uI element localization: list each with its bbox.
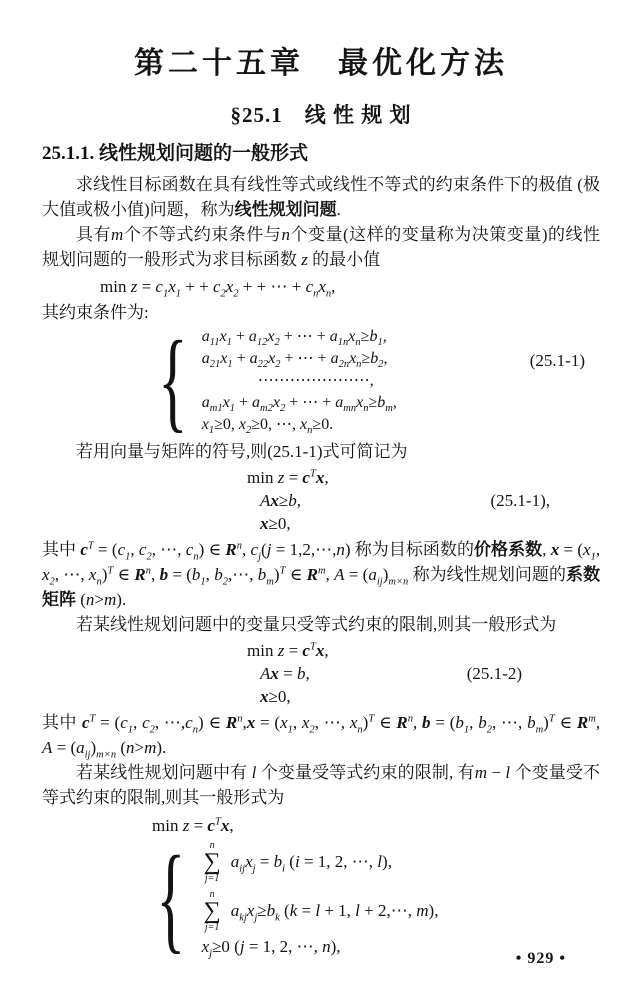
sigma-glyph: ∑	[203, 848, 221, 875]
paragraph-where-2: 其中 $c^T = (c_1$, $c_2$, $\cdots,c_n$) ∈ $R^n,x = (x_1$, $x_2$, ⋯, $x_n)^T$ ∈ $R^n$, $b = (b_1$, $b_2$, ⋯, $b_m)^T$ ∈ $R^m$, $A = (a_{ij})_{m\times n}$ (n>m).	[42, 713, 601, 761]
sigma-symbol	[204, 840, 221, 884]
min-objective-line: $\min z = c^Tx$,	[152, 816, 234, 835]
constraint-line: $a_{21}x_1 + a_{22}x_2$ + ⋯ + $a_{2n}x_n\ge b_2$,	[201, 350, 388, 371]
mixed-constraint-group	[142, 831, 600, 964]
vector-equation-block	[247, 466, 600, 535]
equation-label-25-1-2: (25.1-2)	[466, 664, 522, 683]
mixed-system	[42, 814, 600, 964]
sigma-lower-limit: j=1	[204, 872, 220, 884]
constraint-equality-row	[202, 837, 439, 886]
sigma-upper-limit: n	[209, 888, 215, 900]
constraint-line: $a_{11}x_1 + a_{12}x_2$ + ⋯ + $a_{1n}x_n\ge b_1$,	[201, 328, 387, 349]
sigma-glyph: ∑	[203, 897, 221, 924]
sigma-lower-limit: j=1	[204, 921, 220, 933]
paragraph-coefficients: 其中 $c^T = (c_1$, $c_2$, ⋯, $c_n$) ∈ $R^n$, $c_j(j$ = 1,2,⋯,n) 称为目标函数的价格系数, $x = (x_1$, $x_2$, ⋯, $x_n)^T$ ∈ $R^n$, $b = (b_1$, $b_2,\cdots$, $b_m)^T$ ∈ $R^m$, $A = (a_{ij})_{m\times n}$ 称为线性规划问题的系数矩阵 (n>m).	[42, 540, 601, 609]
paragraph-intro: 求线性目标函数在具有线性等式或线性不等式的约束条件下的极值 (极大值或极小值)问题，称为线性规划问题.	[42, 175, 600, 219]
equation-line-min: $\min z = c^Tx$,	[247, 468, 329, 487]
equation-line-min: $\min z = c^Tx$,	[247, 641, 329, 660]
equation-line-x: x≥0,	[260, 687, 291, 706]
constraint-line: $a_{m1}x_1 + a_{m2}x_2$ + ⋯ + $a_{mn}x_n\ge b_m$,	[201, 394, 397, 415]
equality-constraint-text: $a_{ij}x_j = b_i$ (i = 1, 2, ⋯, l),	[230, 851, 392, 874]
equation-line-x: x≥0,	[260, 514, 291, 533]
section-title: §25.1 线 性 规 划	[230, 103, 412, 127]
constraint-inequality-row	[202, 886, 439, 935]
chapter-title: 第二十五章 最优化方法	[134, 47, 508, 80]
constraint-line-ellipsis: ⋯⋯⋯⋯⋯⋯⋯,	[257, 372, 374, 389]
sigma-upper-limit: n	[209, 839, 215, 851]
equality-equation-block	[247, 639, 600, 708]
paragraph-mixed-form: 若某线性规划问题中有 l 个变量受等式约束的限制, 有m − l 个变量受不等式约束的限制,则其一般形式为	[42, 763, 601, 807]
left-brace-glyph: {	[158, 319, 188, 443]
constraint-line: $x_1\ge 0$, $x_2\ge 0$, ⋯, $x_n\ge 0$.	[201, 416, 334, 437]
subsection-title: 25.1.1. 线性规划问题的一般形式	[42, 143, 309, 164]
paragraph-vector-form: 若用向量与矩阵的符号,则(25.1-1)式可简记为	[76, 442, 408, 461]
equation-line-ax: Ax = b,	[260, 664, 310, 683]
mixed-constraint-lines	[202, 837, 439, 959]
equation-line-ax: Ax≥b,	[260, 491, 301, 510]
inequality-constraint-text: $a_{kj}x_j\ge b_k$ (k = l + 1, l + 2,⋯, m),	[230, 900, 439, 923]
constraint-lines	[202, 326, 397, 436]
page-number: • 929 •	[515, 950, 566, 967]
equation-label-25-1-1: (25.1-1)	[529, 351, 585, 370]
objective-equation: $\min z = c_1x_1$ + + $c_2x_2$ + + ⋯ + $c_nx_n$,	[100, 277, 336, 300]
nonnegativity-line: $x_j\ge 0$ (j = 1, 2, ⋯, n),	[201, 937, 341, 960]
sigma-symbol	[204, 889, 221, 933]
left-brace-glyph: {	[156, 831, 186, 964]
paragraph-equality-form: 若某线性规划问题中的变量只受等式约束的限制,则其一般形式为	[76, 615, 557, 634]
constraint-system-1	[146, 319, 600, 443]
constraints-intro: 其约束条件为:	[42, 303, 149, 322]
paragraph-general-form: 具有m个不等式约束条件与n个变量(这样的变量称为决策变量)的线性规划问题的一般形式为求目标函数 z 的最小值	[42, 225, 601, 269]
equation-label-25-1-1-compact: (25.1-1),	[490, 491, 550, 510]
